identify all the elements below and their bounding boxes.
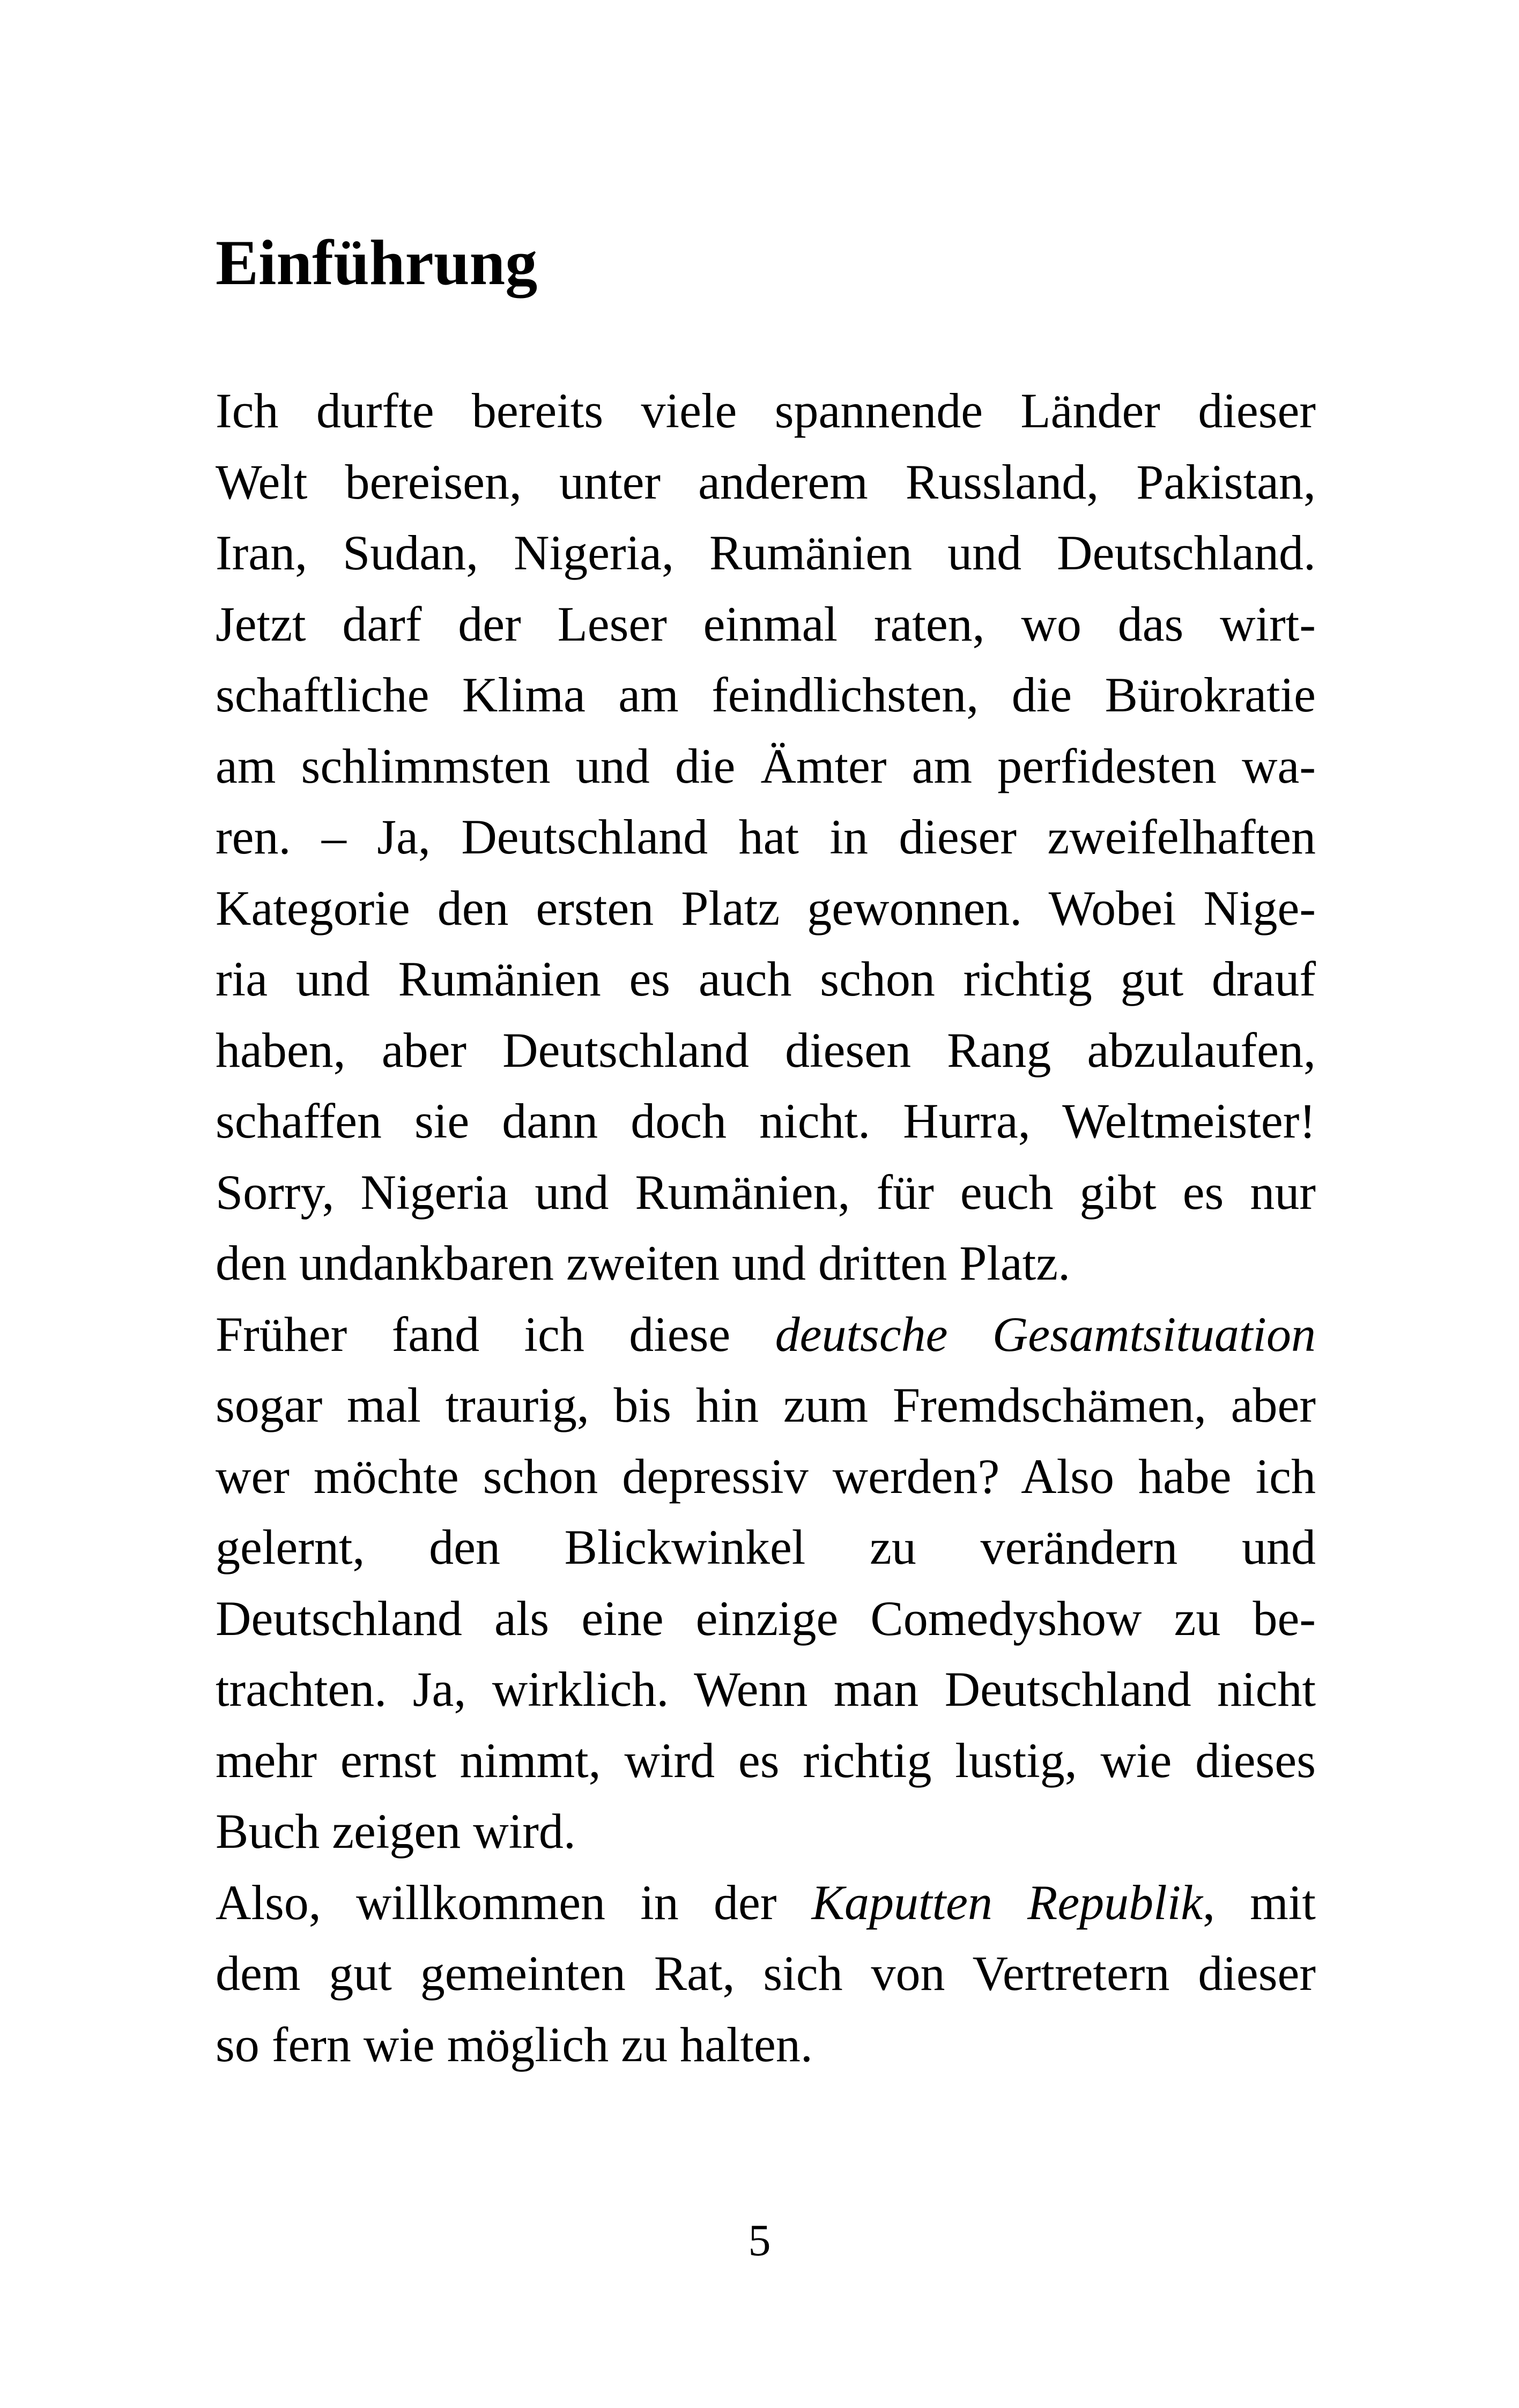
- text-line: [216, 1299, 1316, 1370]
- text-line: Kategorie den ersten Platz gewonnen. Wobei Nige-: [216, 880, 1316, 935]
- text-line: gelernt, den Blickwinkel zu verändern und: [216, 1520, 1316, 1574]
- text-line: mehr ernst nimmt, wird es richtig lustig, wie dieses: [216, 1733, 1316, 1788]
- text-line: haben, aber Deutschland diesen Rang abzulaufen,: [216, 1022, 1316, 1077]
- chapter-body-text: [216, 375, 1316, 2080]
- text-line: den undankbaren zweiten und dritten Platz.: [216, 1236, 1071, 1290]
- text-line: Jetzt darf der Leser einmal raten, wo das wirt-: [216, 596, 1316, 651]
- text-line: sogar mal traurig, bis hin zum Fremdschämen, aber: [216, 1378, 1316, 1432]
- text-line: schaffen sie dann doch nicht. Hurra, Weltmeister!: [216, 1094, 1316, 1148]
- text-line: dem gut gemeinten Rat, sich von Vertretern dieser: [216, 1946, 1316, 2001]
- text-line: ria und Rumänien es auch schon richtig gut drauf: [216, 952, 1316, 1006]
- text-line: wer möchte schon depressiv werden? Also habe ich: [216, 1448, 1316, 1504]
- text-segment: , mit: [1203, 1875, 1316, 1930]
- text-line: so fern wie möglich zu halten.: [216, 2017, 813, 2072]
- text-segment: Früher fand ich diese: [216, 1306, 775, 1362]
- text-line: Buch zeigen wird.: [216, 1804, 576, 1859]
- text-line: [216, 1867, 1316, 1938]
- text-line: Sorry, Nigeria und Rumänien, für euch gibt es nur: [216, 1164, 1316, 1220]
- italic-phrase: Kaputten Republik: [811, 1875, 1203, 1930]
- text-line: Iran, Sudan, Nigeria, Rumänien und Deutschland.: [216, 525, 1316, 580]
- italic-phrase: deutsche Gesamtsituation: [775, 1306, 1316, 1362]
- text-segment: Also, willkommen in der: [216, 1875, 812, 1930]
- text-line: schaftliche Klima am feindlichsten, die Bürokratie: [216, 667, 1316, 722]
- chapter-heading: Einführung: [216, 227, 538, 298]
- text-line: Deutschland als eine einzige Comedyshow zu be-: [216, 1591, 1316, 1646]
- page-number: 5: [748, 2216, 771, 2265]
- text-line: trachten. Ja, wirklich. Wenn man Deutschland nicht: [216, 1662, 1316, 1716]
- text-line: Welt bereisen, unter anderem Russland, Pakistan,: [216, 454, 1316, 509]
- text-line: Ich durfte bereits viele spannende Länder dieser: [216, 383, 1316, 438]
- text-line: ren. – Ja, Deutschland hat in dieser zweifelhaften: [216, 809, 1316, 864]
- text-line: am schlimmsten und die Ämter am perfidesten wa-: [216, 738, 1316, 793]
